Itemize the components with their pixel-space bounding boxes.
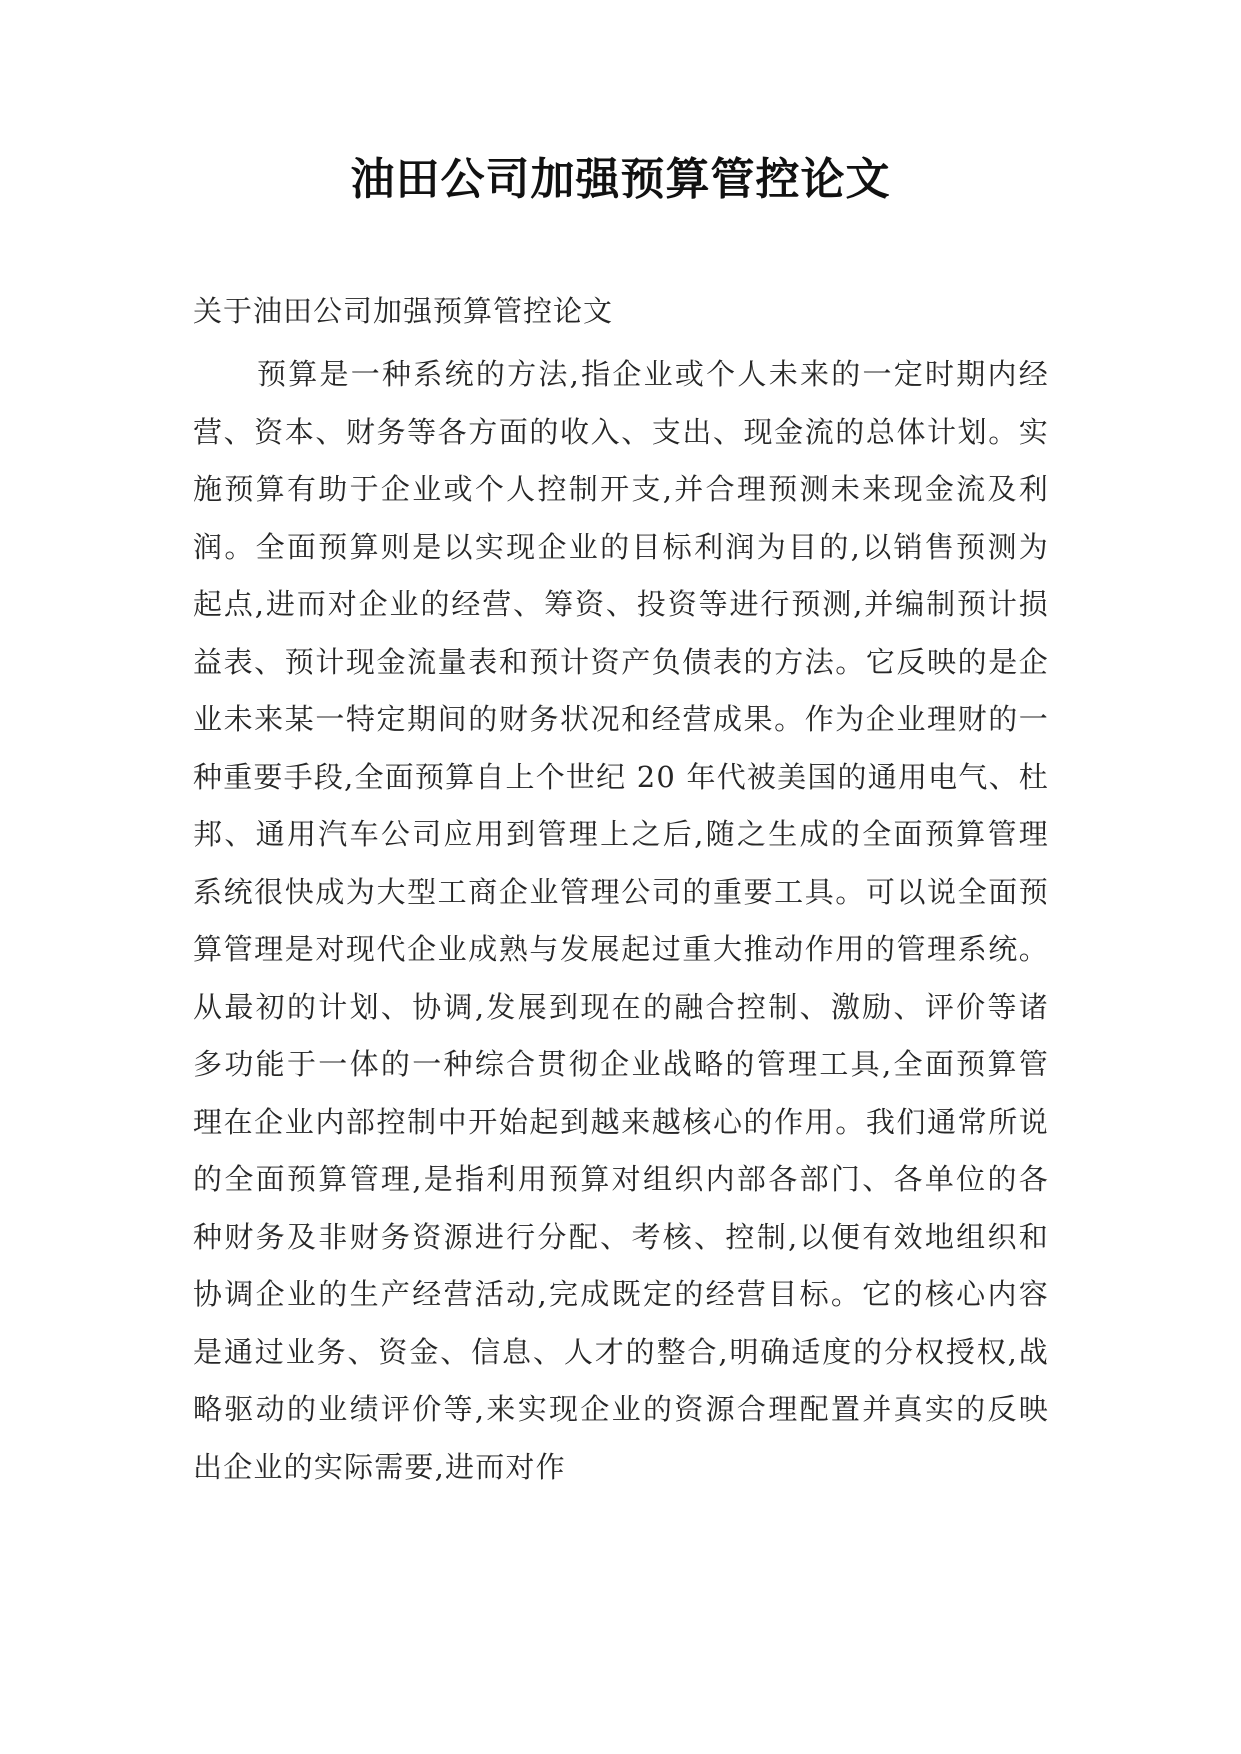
body-paragraph: 预算是一种系统的方法,指企业或个人未来的一定时期内经营、资本、财务等各方面的收入、支出、现金流的总体计划。实施预算有助于企业或个人控制开支,并合理预测未来现金流及利润。全面预算则是以实现企业的目标利润为目的,以销售预测为起点,进而对企业的经营、筹资、投资等进行预测,并编制预计损益表、预计现金流量表和预计资产负债表的方法。它反映的是企业未来某一特定期间的财务状况和经营成果。作为企业理财的一种重要手段,全面预算自上个世纪 20 年代被美国的通用电气、杜邦、通用汽车公司应用到管理上之后,随之生成的全面预算管理系统很快成为大型工商企业管理公司的重要工具。可以说全面预算管理是对现代企业成熟与发展起过重大推动作用的管理系统。从最初的计划、协调,发展到现在的融合控制、激励、评价等诸多功能于一体的一种综合贯彻企业战略的管理工具,全面预算管理在企业内部控制中开始起到越来越核心的作用。我们通常所说的全面预算管理,是指利用预算对组织内部各部门、各单位的各种财务及非财务资源进行分配、考核、控制,以便有效地组织和协调企业的生产经营活动,完成既定的经营目标。它的核心内容是通过业务、资金、信息、人才的整合,明确适度的分权授权,战略驱动的业绩评价等,来实现企业的资源合理配置并真实的反映出企业的实际需要,进而对作 xyxy=(193,357,1049,1484)
document-subheading: 关于油田公司加强预算管控论文 xyxy=(193,294,614,328)
document-title: 油田公司加强预算管控论文 xyxy=(350,154,891,205)
